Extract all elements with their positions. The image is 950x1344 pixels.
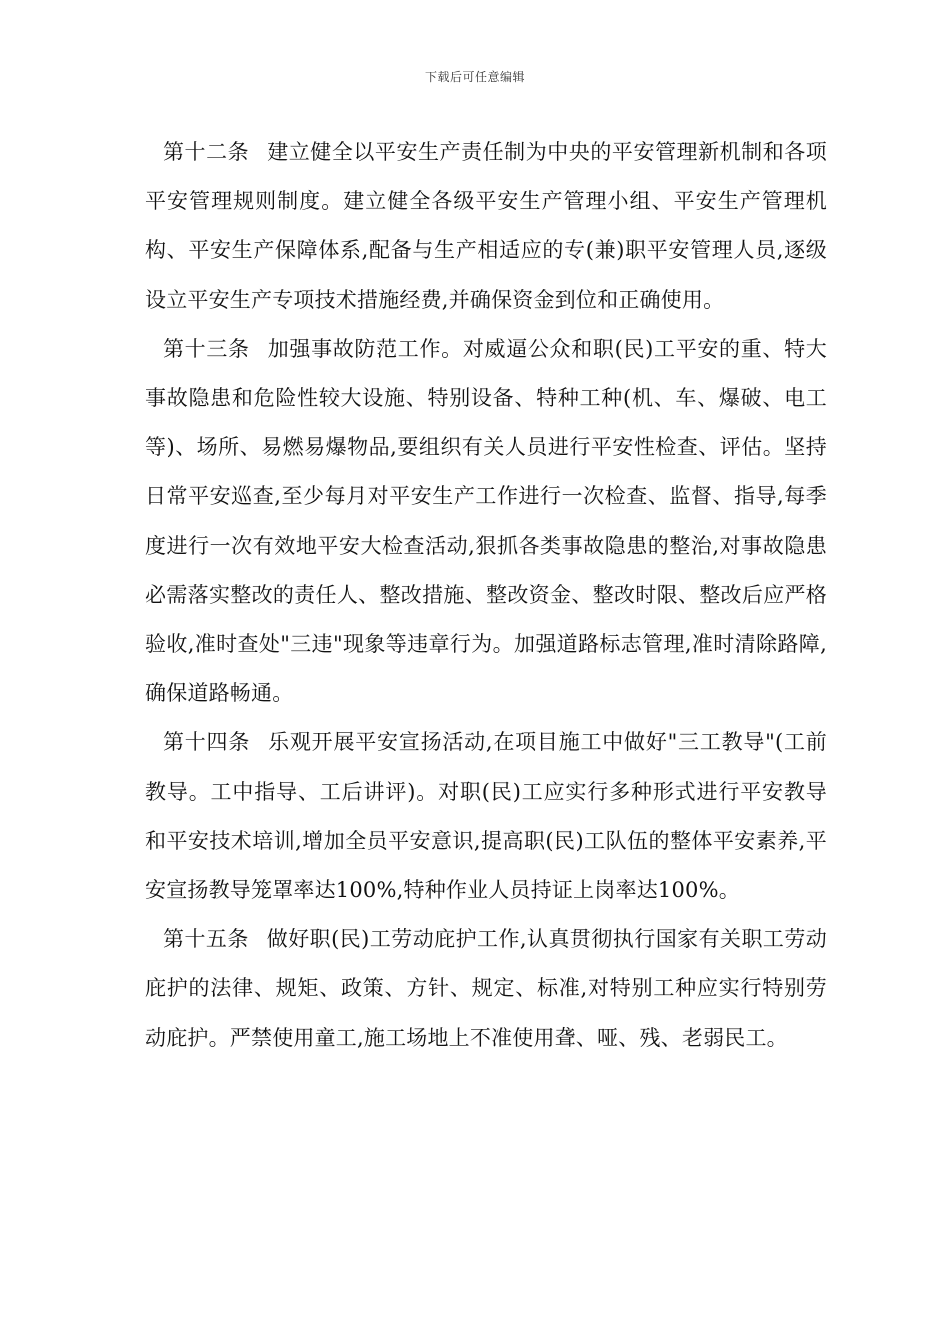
article-text: 做好职(民)工劳动庇护工作,认真贯彻执行国家有关职工劳动庇护的法律、规矩、政策、方针、规定、标准,对特别工种应实行特别劳动庇护。严禁使用童工,施工场地上不准使用聋、哑、残、老弱民工。 [145,927,827,1050]
article-number: 第十三条 [163,336,250,361]
article-15 [145,915,827,1063]
page-header-note: 下载后可任意编辑 [424,70,525,84]
article-14 [145,718,827,915]
article-text: 加强事故防范工作。对威逼公众和职(民)工平安的重、特大事故隐患和危险性较大设施、特别设备、特种工种(机、车、爆破、电工等)、场所、易燃易爆物品,要组织有关人员进行平安性检查、评估。坚持日常平安巡查,至少每月对平安生产工作进行一次检查、监督、指导,每季度进行一次有效地平安大检查活动,狠抓各类事故隐患的整治,对事故隐患必需落实整改的责任人、整改措施、整改资金、整改时限、整改后应严格验收,准时查处"三违"现象等违章行为。加强道路标志管理,准时清除路障,确保道路畅通。 [145,336,827,706]
article-text: 建立健全以平安生产责任制为中央的平安管理新机制和各项平安管理规则制度。建立健全各级平安生产管理小组、平安生产管理机构、平安生产保障体系,配备与生产相适应的专(兼)职平安管理人员,逐级设立平安生产专项技术措施经费,并确保资金到位和正确使用。 [145,140,827,312]
article-12 [145,128,827,325]
article-number: 第十五条 [163,927,249,952]
article-number: 第十二条 [163,140,250,164]
article-13 [145,325,827,719]
document-body [145,128,827,1063]
article-number: 第十四条 [163,730,251,755]
article-text: 乐观开展平安宣扬活动,在项目施工中做好"三工教导"(工前教导。工中指导、工后讲评)。对职(民)工应实行多种形式进行平安教导和平安技术培训,增加全员平安意识,提高职(民)工队伍的整体平安素养,平安宣扬教导笼罩率达100%,特种作业人员持证上岗率达100%。 [145,730,827,903]
